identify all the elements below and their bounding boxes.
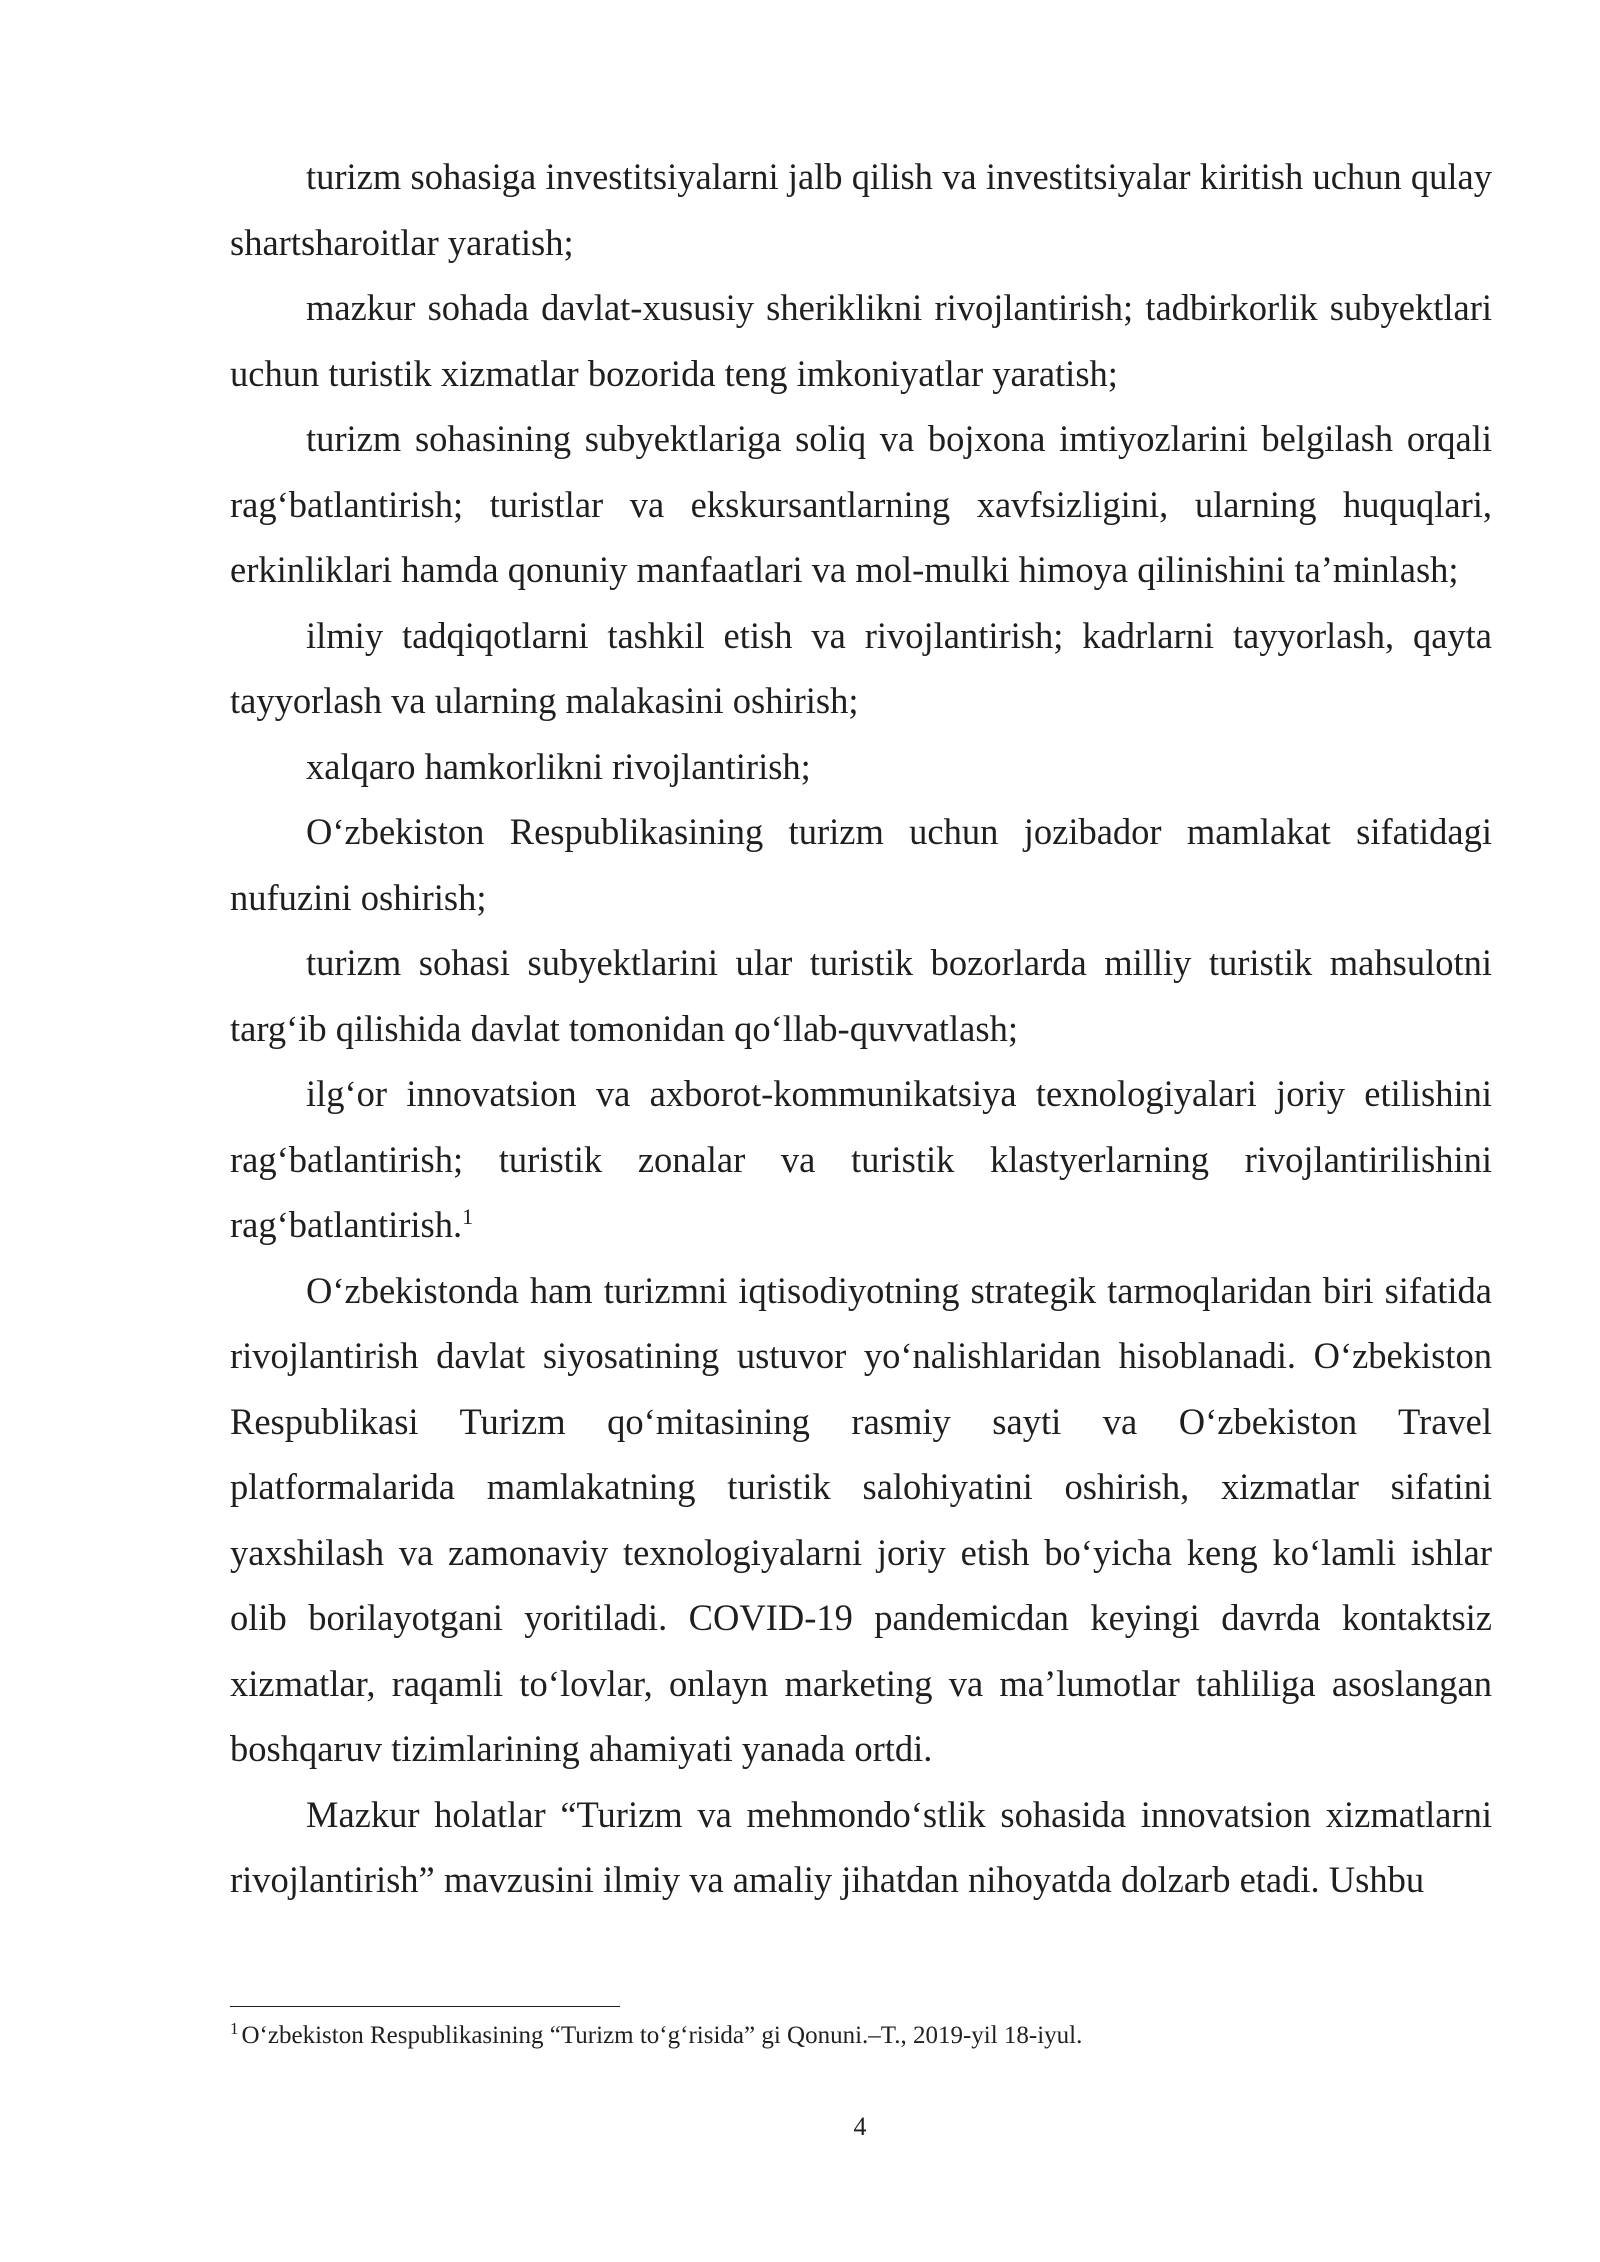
paragraph: O‘zbekistonda ham turizmni iqtisodiyotning strategik tarmoqlaridan biri sifatida rivojlantirish davlat siyosatining ustuvor yo‘nalishlaridan hisoblanadi. O‘zbekiston Respublikasi Turizm qo‘mitasining rasmiy sayti va O‘zbekiston Travel platformalarida mamlakatning turistik salohiyatini oshirish, xizmatlar sifatini yaxshilash va zamonaviy texnologiyalarni joriy etish bo‘yicha keng ko‘lamli ishlar olib borilayotgani yoritiladi. COVID-19 pandemicdan keyingi davrda kontaktsiz xizmatlar, raqamli to‘lovlar, onlayn marketing va ma’lumotlar tahliliga asoslangan boshqaruv tizimlarining ahamiyati yanada ortdi. bbox=[230, 1269, 1492, 1769]
paragraph-with-footnote bbox=[230, 1061, 1492, 1258]
footnote-separator bbox=[230, 2006, 620, 2007]
paragraph-text: ilg‘or innovatsion va axborot-kommunikatsiya texnologiyalari joriy etilishini rag‘batlantirish; turistik zonalar va turistik klastyerlarning rivojlantirilishini rag‘batlantirish. bbox=[230, 1073, 1492, 1245]
page-number: 4 bbox=[853, 2112, 867, 2141]
paragraph: turizm sohasi subyektlarini ular turistik bozorlarda milliy turistik mahsulotni targ‘ib qilishida davlat tomonidan qo‘llab-quvvatlash; bbox=[230, 942, 1492, 1049]
footnote-text: O‘zbekiston Respublikasining “Turizm to‘g‘risida” gi Qonuni.–T., 2019-yil 18-iyul. bbox=[241, 2022, 1083, 2049]
paragraph: Mazkur holatlar “Turizm va mehmondo‘stlik sohasida innovatsion xizmatlarni rivojlantirish” mavzusini ilmiy va amaliy jihatdan nihoyatda dolzarb etadi. Ushbu bbox=[230, 1793, 1492, 1900]
paragraph: turizm sohasiga investitsiyalarni jalb qilish va investitsiyalar kiritish uchun qulay shartsharoitlar yaratish; bbox=[230, 156, 1492, 263]
paragraph: mazkur sohada davlat-xususiy sheriklikni rivojlantirish; tadbirkorlik subyektlari uchun turistik xizmatlar bozorida teng imkoniyatlar yaratish; bbox=[230, 287, 1492, 394]
footnote-reference[interactable]: 1 bbox=[462, 1203, 474, 1229]
body-text bbox=[230, 144, 1492, 1913]
footnote bbox=[230, 2020, 1492, 2052]
paragraph: O‘zbekiston Respublikasining turizm uchun jozibador mamlakat sifatidagi nufuzini oshirish; bbox=[230, 811, 1492, 918]
footnote-mark: 1 bbox=[230, 2018, 239, 2038]
paragraph: ilmiy tadqiqotlarni tashkil etish va rivojlantirish; kadrlarni tayyorlash, qayta tayyorlash va ularning malakasini oshirish; bbox=[230, 614, 1492, 721]
paragraph: xalqaro hamkorlikni rivojlantirish; bbox=[306, 745, 811, 787]
paragraph: turizm sohasining subyektlariga soliq va bojxona imtiyozlarini belgilash orqali rag‘batlantirish; turistlar va ekskursantlarning xavfsizligini, ularning huquqlari, erkinliklari hamda qonuniy manfaatlari va mol-mulki himoya qilinishini ta’minlash; bbox=[230, 418, 1492, 590]
